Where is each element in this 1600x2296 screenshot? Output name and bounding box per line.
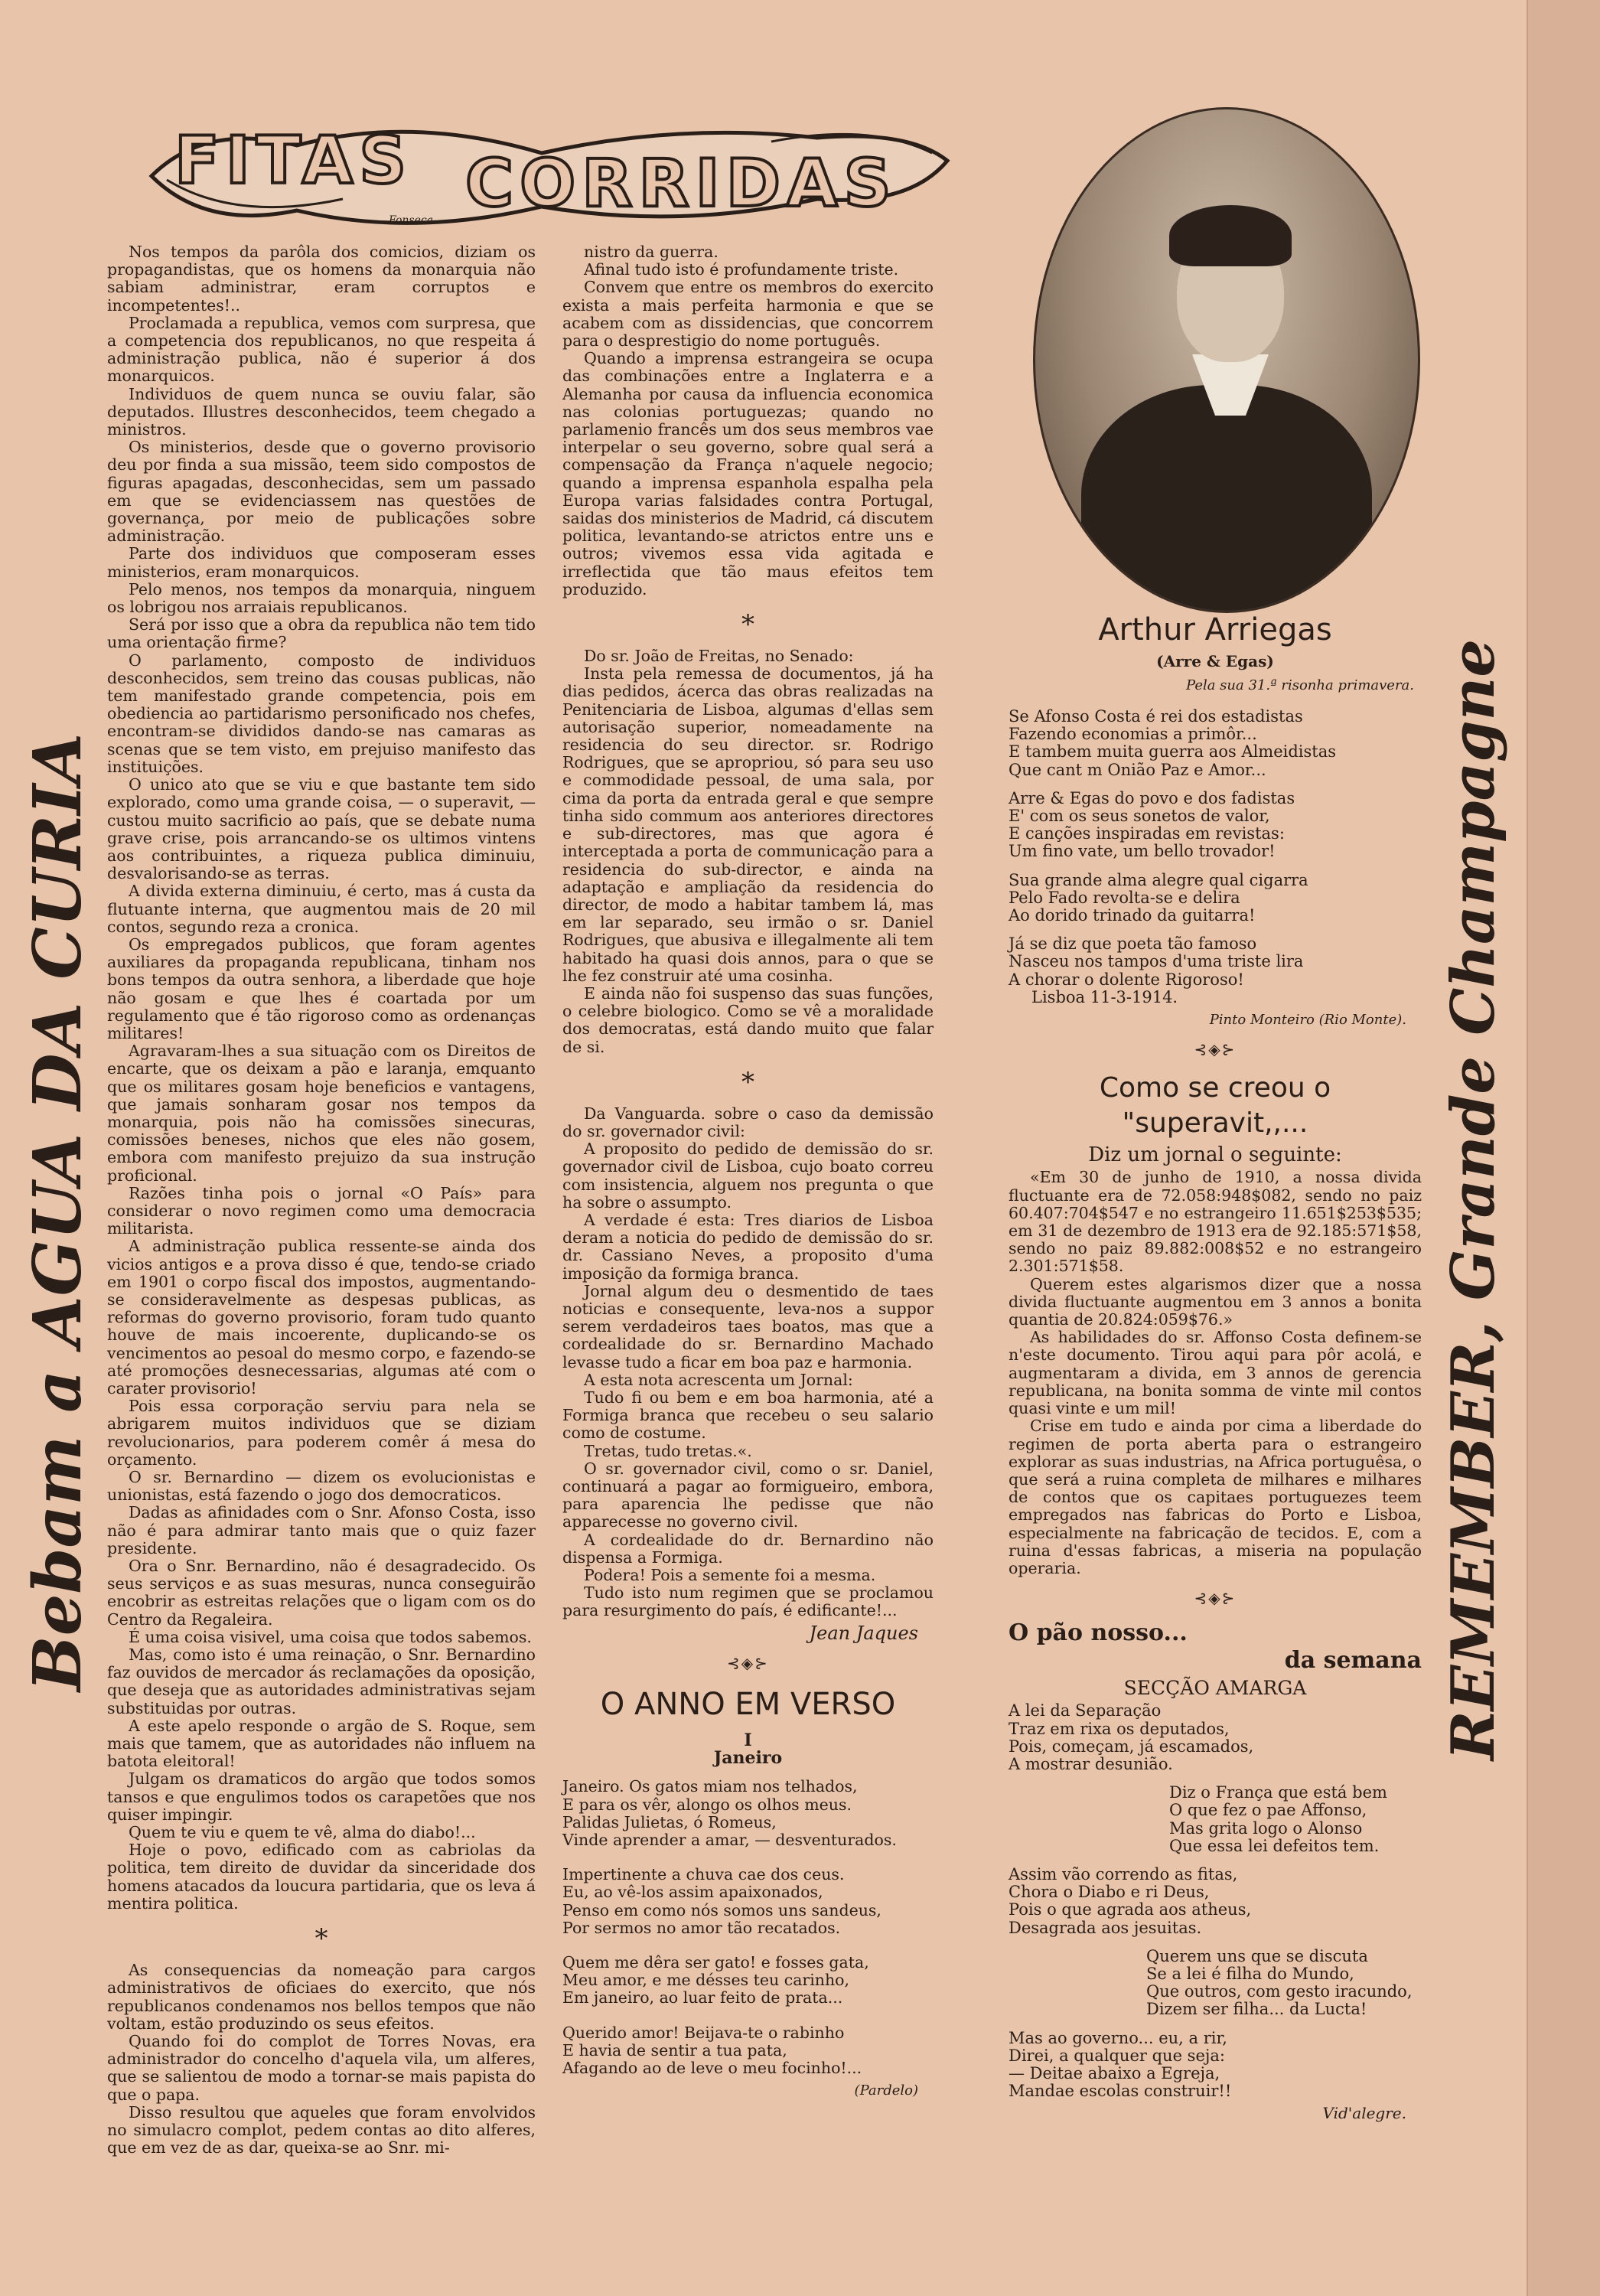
ornament-divider: ⊰◈⊱ bbox=[1194, 1589, 1237, 1608]
paragraph: Mas, como isto é uma reinação, o Snr. Bernardino faz ouvidos de mercador ás reclamações da oposição, que deseja que as autoridades administrativas sejam substituidas por outras. bbox=[107, 1645, 536, 1717]
sidebar-advert-agua-da-curia: Bebam a AGUA DA CURIA bbox=[19, 732, 96, 1691]
verse-line: O que fez o pae Affonso, bbox=[1169, 1801, 1367, 1820]
verse-line: Sua grande alma alegre qual cigarra bbox=[1009, 870, 1308, 889]
paragraph: Quando a imprensa estrangeira se ocupa das combinações entre a Inglaterra e a Alemanha por causa da influencia economica nas colonias portuguezas; quando no parlamenio francês um dos seus membros vae interpelar o seu governo, sobre qual será a compensação da França n'aquele negocio; quando a imprensa espanhola espalha pela Europa varias falsidades contra Portugal, saidas dos ministerios de Madrid, cá discutem politica, levantando-se atrictos entre uns e outros; vivemos essa vida agitada e irreflectida que tão maus efeitos tem produzido. bbox=[562, 349, 934, 598]
verse-line: E havia de sentir a tua pata, bbox=[562, 2040, 787, 2060]
article-column-1 bbox=[107, 243, 536, 2157]
verse-line: — Deitae abaixo a Egreja, bbox=[1009, 2063, 1220, 2082]
paragraph: Da Vanguarda. sobre o caso da demissão do sr. governador civil: bbox=[562, 1104, 934, 1140]
verse-line: Mandae escolas construir!! bbox=[1009, 2082, 1232, 2101]
article-column-2 bbox=[562, 243, 934, 2099]
paragraph: O sr. governador civil, como o sr. Daniel, continuará a pagar ao formigueiro, embora, para aparencia lhe pedisse que não apparecesse no governo civil. bbox=[562, 1459, 934, 1531]
paragraph: «Em 30 de junho de 1910, a nossa divida fluctuante era de 72.058:948$082, sendo no paiz 60.407:704$547 e no estrangeiro 11.651$253$535; em 31 de dezembro de 1913 era de 92.185:571$58, sendo no paiz 89.882:008$52 e no estrangeiro 2.301:571$58. bbox=[1009, 1168, 1422, 1276]
verse-line: Diz o França que está bem bbox=[1169, 1783, 1387, 1802]
verse-line: Meu amor, e me désses teu carinho, bbox=[562, 1971, 850, 1990]
verse-line: E para os vêr, alongo os olhos meus. bbox=[562, 1795, 852, 1814]
paragraph: Os ministerios, desde que o governo provisorio deu por finda a sua missão, teem sido compostos de figuras apagadas, desconhecidas, sem um passado em que se evidenciassem nas questões de governança, por meio de publicações sobre administração. bbox=[107, 438, 536, 546]
paragraph: Individuos de quem nunca se ouviu falar, são deputados. Illustres desconhecidos, teem chegado a ministros. bbox=[107, 384, 536, 439]
page-edge bbox=[1527, 0, 1600, 2296]
paragraph: A esta nota acrescenta um Jornal: bbox=[584, 1370, 853, 1389]
paragraph: Razões tinha pois o jornal «O País» para considerar o novo regimen como uma democracia militarista. bbox=[107, 1183, 536, 1238]
verse-line: Querido amor! Beijava-te o rabinho bbox=[562, 2023, 845, 2042]
verse-line: Assim vão correndo as fitas, bbox=[1009, 1864, 1238, 1883]
section-star-divider: * bbox=[741, 609, 754, 641]
verse-line: Dizem ser filha... da Lucta! bbox=[1146, 2000, 1367, 2019]
verse-author: (Pardelo) bbox=[854, 2082, 918, 2099]
paragraph: Insta pela remessa de documentos, já ha dias pedidos, ácerca das obras realizadas na Penitenciaria de Lisboa, algumas d'ellas sem autorisação superior, nomeadamente na residencia do seu director. sr. Rodrigo Rodrigues, que se apropriou, só para seu uso e commodidade pessoal, de uma sala, por cima da porta da entrada geral e que sempre tinha sido commum aos anteriores directores e sub-directores, mas que agora é interceptada a porta de communicação para a residencia do sub-director, e ainda na adaptação e ampliação da residencia do director, de modo a habitar tambem lá, mas em lar separado, seu irmão o sr. Daniel Rodrigues, que abusiva e illegalmente ali tem habitado ha quasi dois annos, para o que se lhe fez construir até uma cosinha. bbox=[562, 664, 934, 985]
paragraph: Proclamada a republica, vemos com surpresa, que a competencia dos republicanos, no que respeita á administração publica, não é superior á dos monarquicos. bbox=[107, 313, 536, 386]
banner-title-corridas: CORRIDAS bbox=[465, 145, 898, 222]
paragraph: A cordealidade do dr. Bernardino não dispensa a Formiga. bbox=[562, 1530, 934, 1567]
paragraph: O sr. Bernardino — dizem os evolucionistas e unionistas, está fazendo o jogo dos democraticos. bbox=[107, 1468, 536, 1505]
paragraph: Ora o Snr. Bernardino, não é desagradecido. Os seus serviços e as suas mesuras, nunca conseguirão encobrir as estreitas relações que o ligam com os do Centro da Regaleira. bbox=[107, 1557, 536, 1629]
paragraph: O parlamento, composto de individuos desconhecidos, sem treino das cousas publicas, não tem manifestado grande competencia, pois em obediencia ao partidarismo personificado nos chefes, encontram-se divididos dando-se nas camaras as scenas que se tem visto, em prejuiso manifesto das instituições. bbox=[107, 651, 536, 776]
seccao-amarga-heading: SECÇÃO AMARGA bbox=[1123, 1677, 1307, 1700]
portrait-dedication: Pela sua 31.ª risonha primavera. bbox=[1186, 677, 1414, 693]
verse-line: Vinde aprender a amar, — desventurados. bbox=[562, 1831, 897, 1850]
section-star-divider: * bbox=[741, 1066, 754, 1097]
verse-line: Fazendo economias a primôr... bbox=[1009, 725, 1257, 744]
author-signature: Jean Jaques bbox=[809, 1622, 918, 1644]
paragraph: Podera! Pois a semente foi a mesma. bbox=[584, 1566, 876, 1585]
portrait-hair bbox=[1169, 205, 1292, 266]
paragraph: Julgam os dramaticos do argão que todos somos tansos e que engulimos todos os carapetões que nos quiser impingir. bbox=[107, 1769, 536, 1824]
paragraph: Dadas as afinidades com o Snr. Afonso Costa, isso não é para admirar tanto mais que o quiz fazer presidente. bbox=[107, 1503, 536, 1557]
tribute-poem bbox=[1009, 708, 1422, 1029]
paragraph: Afinal tudo isto é profundamente triste. bbox=[584, 260, 899, 279]
paragraph: A divida externa diminuiu, é certo, mas á custa da flutuante interna, que augmentou mais de 20 mil contos, segundo reza a cronica. bbox=[107, 882, 536, 936]
verse-line: Nasceu nos tampos d'uma triste lira bbox=[1009, 952, 1304, 971]
poem-author: Pinto Monteiro (Rio Monte). bbox=[1209, 1012, 1406, 1029]
verse-line: E canções inspiradas em revistas: bbox=[1009, 824, 1285, 843]
verse-month: Janeiro bbox=[713, 1748, 783, 1769]
paragraph: Agravaram-lhes a sua situação com os Direitos de encarte, que os deixam a pão e laranja, emquanto que os militares gosam hoje beneficios e vantagens, que jamais sonharam gosar nos tempos da monarquia, pois não ha comissões sinecuras, comissões beneses, nichos que eles não gosem, embora com manifesto prejuizo da sua instrução proficional. bbox=[107, 1042, 536, 1185]
verse-line: A chorar o dolente Rigoroso! bbox=[1009, 970, 1244, 989]
verse-line: Pois, começam, já escamados, bbox=[1009, 1737, 1254, 1756]
portrait-alias: (Arre & Egas) bbox=[1156, 652, 1274, 670]
poem-dateline: Lisboa 11-3-1914. bbox=[1031, 987, 1178, 1006]
ornament-divider: ⊰◈⊱ bbox=[1194, 1040, 1237, 1059]
verse-line: Direi, a qualquer que seja: bbox=[1009, 2046, 1225, 2065]
paragraph: Quando foi do complot de Torres Novas, era administrador do concelho d'aquela vila, um alferes, que se salientou de modo a tornar-se mais papista do que o papa. bbox=[107, 2031, 536, 2104]
article-column-3 bbox=[1009, 708, 1422, 2123]
paragraph: A verdade é esta: Tres diarios de Lisboa deram a noticia do pedido de demissão do sr. dr. Cassiano Neves, a proposito d'uma imposição da formiga branca. bbox=[562, 1210, 934, 1283]
verse-line: Se Afonso Costa é rei dos estadistas bbox=[1009, 707, 1303, 726]
verse-section-title: O ANNO EM VERSO bbox=[600, 1687, 896, 1723]
paragraph: A administração publica ressente-se ainda dos vicios antigos e a prova disso é que, tendo-se criado em 1901 o corpo fiscal dos impostos, augmentando-se consideravelmente as despesas publicas, as reformas do governo provisorio, foram tudo quanto houve de mais incoerente, duplicando-se os vencimentos ao pesoal do mesmo corpo, e fazendo-se até promoções desnecessarias, algumas até com o carater provisorio! bbox=[107, 1237, 536, 1397]
verse-line: Traz em rixa os deputados, bbox=[1009, 1719, 1230, 1738]
verse-line: Afagando ao de leve o meu focinho!... bbox=[562, 2059, 862, 2078]
verse-line: Pois o que agrada aos atheus, bbox=[1009, 1900, 1252, 1919]
verse-line: Palidas Julietas, ó Romeus, bbox=[562, 1812, 777, 1831]
paragraph: As consequencias da nomeação para cargos administrativos de oficiaes do exercito, que nós republicanos condenamos nos bellos tempos que não voltam, estão produzindo os seus efeitos. bbox=[107, 1961, 536, 2033]
paragraph: Querem estes algarismos dizer que a nossa divida fluctuante augmentou em 3 annos a bonita quantia de 20.824:059$76.» bbox=[1009, 1274, 1422, 1329]
paragraph: Nos tempos da parôla dos comicios, diziam os propagandistas, que os homens da monarquia não sabiam administrar, eram corruptos e incompetentes!.. bbox=[107, 243, 536, 315]
verse-line: Se a lei é filha do Mundo, bbox=[1146, 1964, 1354, 1983]
verse-line: Janeiro. Os gatos miam nos telhados, bbox=[562, 1777, 858, 1796]
verse-line: E tambem muita guerra aos Almeidistas bbox=[1009, 742, 1337, 762]
verse-line: Em janeiro, ao luar feito de prata... bbox=[562, 1988, 843, 2007]
verse-line: Arre & Egas do povo e dos fadistas bbox=[1009, 788, 1295, 807]
paragraph: Convem que entre os membros do exercito exista a mais perfeita harmonia e que se acabem com as dissidencias, que concorrem para o desprestigio do nome português. bbox=[562, 278, 934, 351]
paragraph: Os empregados publicos, que foram agentes auxiliares da propaganda republicana, tinham nos bons tempos da outra senhora, a liberdade que hoje não gosam e que lhes é coartada por um regulamento que é tão rigoroso como as ordenanças militares! bbox=[107, 934, 536, 1042]
verse-line: Eu, ao vê-los assim apaixonados, bbox=[562, 1883, 823, 1902]
superavit-subtitle: Diz um jornal o seguinte: bbox=[1088, 1143, 1342, 1167]
pao-author: Vid'alegre. bbox=[1322, 2104, 1406, 2123]
verse-poem bbox=[562, 1778, 934, 2099]
pao-poem bbox=[1009, 1702, 1422, 2122]
pao-title-2: da semana bbox=[1284, 1647, 1422, 1675]
paragraph: Jornal algum deu o desmentido de taes noticias e consequente, leva-nos a suppor serem verdadeiros taes boatos, mas que a cordealidade do sr. Bernardino Machado levasse tudo a ficar em boa paz e harmonia. bbox=[562, 1281, 934, 1371]
paragraph: O unico ato que se viu e que bastante tem sido explorado, como uma grande coisa, — o superavit, — custou muito sacrificio ao país, que se debate numa grave crise, pois arrancando-se os ultimos vintens aos contribuintes, a riqueza publica diminuiu, desvalorisando-se as terras. bbox=[107, 775, 536, 883]
portrait-photo bbox=[1033, 107, 1420, 613]
paragraph: A este apelo responde o argão de S. Roque, sem mais que tamem, que as autoridades não influem na batota eleitoral! bbox=[107, 1716, 536, 1771]
verse-line: Que outros, com gesto iracundo, bbox=[1146, 1982, 1413, 2001]
banner-title-fitas: FITAS bbox=[174, 122, 413, 199]
paragraph: Quem te viu e quem te vê, alma do diabo!... bbox=[129, 1823, 476, 1842]
verse-line: Mas ao governo... eu, a rir, bbox=[1009, 2028, 1227, 2047]
paragraph: Disso resultou que aqueles que foram envolvidos no simulacro complot, pedem contas ao dito alferes, que em vez de as dar, queixa-se ao Snr. mi- bbox=[107, 2102, 536, 2157]
verse-line: E' com os seus sonetos de valor, bbox=[1009, 807, 1270, 826]
paragraph: nistro da guerra. bbox=[584, 243, 719, 261]
verse-line: Quem me dêra ser gato! e fosses gata, bbox=[562, 1953, 869, 1972]
paragraph: Hoje o povo, edificado com as cabriolas da politica, tem direito de duvidar da sinceridade dos homens atacados da loucura partidaria, que os leva á mentira politica. bbox=[107, 1841, 536, 1913]
paragraph: Pois essa corporação serviu para nela se abrigarem muitos individuos que se diziam revolucionarios, para poderem comêr á mesa do orçamento. bbox=[107, 1397, 536, 1469]
paragraph: As habilidades do sr. Affonso Costa definem-se n'este documento. Tirou aqui para pôr acolá, e augmentaram a divida, em 3 annos de gerencia republicana, na bonita somma de vinte mil contos quasi vinte e um mil! bbox=[1009, 1328, 1422, 1418]
verse-line: Querem uns que se discuta bbox=[1146, 1946, 1368, 1965]
verse-line: A mostrar desunião. bbox=[1009, 1754, 1173, 1773]
paragraph: Pelo menos, nos tempos da monarquia, ninguem os lobrigou nos arraiais republicanos. bbox=[107, 579, 536, 617]
verse-line: Mas grita logo o Alonso bbox=[1169, 1818, 1363, 1838]
superavit-title: Como se creou o "superavit,,... bbox=[1099, 1072, 1331, 1140]
paragraph: Será por isso que a obra da republica não tem tido uma orientação firme? bbox=[107, 615, 536, 652]
ornament-divider: ⊰◈⊱ bbox=[727, 1653, 769, 1672]
section-star-divider: * bbox=[314, 1923, 328, 1955]
paragraph: Tretas, tudo tretas.«. bbox=[584, 1441, 752, 1460]
paragraph: Tudo isto num regimen que se proclamou para resurgimento do país, é edificante!... bbox=[562, 1583, 934, 1620]
verse-line: A lei da Separação bbox=[1009, 1701, 1162, 1720]
verse-number: I bbox=[744, 1730, 752, 1751]
masthead-banner bbox=[144, 107, 955, 241]
verse-line: Por sermos no amor tão recatados. bbox=[562, 1918, 841, 1937]
verse-line: Que cant m Onião Paz e Amor... bbox=[1009, 760, 1266, 779]
pao-title: O pão nosso... bbox=[1009, 1619, 1188, 1647]
paragraph: É uma coisa visivel, uma coisa que todos sabemos. bbox=[129, 1627, 532, 1646]
verse-line: Que essa lei defeitos tem. bbox=[1169, 1836, 1380, 1855]
paragraph: Do sr. João de Freitas, no Senado: bbox=[584, 647, 854, 666]
banner-signature: Fonseca bbox=[389, 214, 434, 227]
portrait-name: Arthur Arriegas bbox=[1098, 612, 1332, 647]
verse-line: Um fino vate, um bello trovador! bbox=[1009, 842, 1276, 861]
paragraph: Crise em tudo e ainda por cima a liberdade do regimen de porta aberta para o estrangeiro explorar as suas industrias, na Africa portuguêsa, o que será a ruina completa de milhares e milhares de contos que os capitaes portuguezes teem empregados nas fabricas do Porto e Lisboa, especialmente na fabricação de tecidos. E, com a ruina d'essas fabricas, a miseria na população operaria. bbox=[1009, 1417, 1422, 1577]
paragraph: E ainda não foi suspenso das suas funções, o celebre biologico. Como se vê a moralidade dos democratas, está dando muito que falar de si. bbox=[562, 983, 934, 1056]
paragraph: Parte dos individuos que composeram esses ministerios, eram monarquicos. bbox=[107, 544, 536, 581]
paragraph: Tudo fi ou bem e em boa harmonia, até a Formiga branca que recebeu o seu salario como de costume. bbox=[562, 1388, 934, 1443]
verse-line: Penso em como nós somos uns sandeus, bbox=[562, 1900, 881, 1919]
verse-line: Impertinente a chuva cae dos ceus. bbox=[562, 1865, 845, 1884]
verse-line: Chora o Diabo e ri Deus, bbox=[1009, 1883, 1210, 1902]
paragraph: A proposito do pedido de demissão do sr. governador civil de Lisboa, cujo boato correu com insistencia, alguem nos pregunta o que ha sobre o assumpto. bbox=[562, 1140, 934, 1212]
verse-line: Já se diz que poeta tão famoso bbox=[1009, 934, 1257, 954]
portrait-body bbox=[1081, 385, 1372, 613]
verse-line: Desagrada aos jesuitas. bbox=[1009, 1918, 1202, 1937]
sidebar-advert-remember-champagne: REMEMBER, Grande Champagne bbox=[1439, 638, 1508, 1760]
verse-line: Pelo Fado revolta-se e delira bbox=[1009, 888, 1240, 907]
verse-line: Ao dorido trinado da guitarra! bbox=[1009, 906, 1256, 925]
